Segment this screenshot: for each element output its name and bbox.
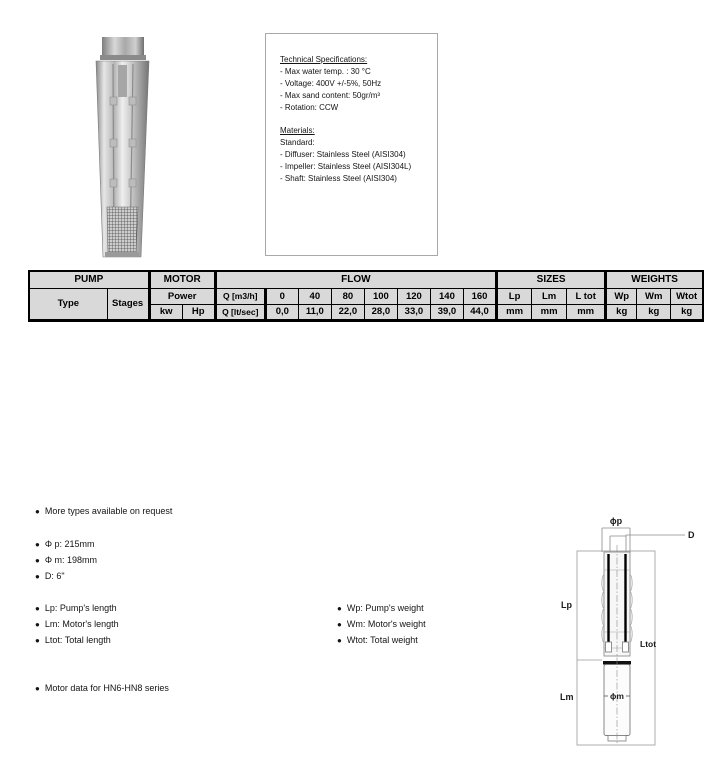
spec-line: - Voltage: 400V +/-5%, 50Hz <box>280 79 382 88</box>
note-phi-p: Φ p: 215mm <box>44 539 95 549</box>
materials-line: Standard: <box>280 138 315 147</box>
spec-line: - Max water temp. : 30 °C <box>280 67 371 76</box>
pump-top-cap <box>102 37 144 58</box>
col-header-power: Power <box>149 288 215 304</box>
note-lp: Lp: Pump's length <box>44 603 117 613</box>
flow-header: 120 <box>397 288 430 304</box>
flow-header: 140 <box>430 288 463 304</box>
group-header-motor: MOTOR <box>149 271 215 288</box>
flow-header: 100 <box>364 288 397 304</box>
diagram-label-lm: Lm <box>560 692 574 702</box>
group-header-pump: PUMP <box>29 271 149 288</box>
col-header-wm: Wm <box>637 288 671 304</box>
unit-header-kg: kg <box>671 304 703 320</box>
flow-header: 0 <box>265 288 298 304</box>
bullet-icon: ● <box>35 572 40 581</box>
bullet-icon: ● <box>35 507 40 516</box>
diagram-label-d: D <box>688 530 695 540</box>
unit-header-hp: Hp <box>182 304 215 320</box>
note-wtot: Wtot: Total weight <box>346 635 418 645</box>
col-header-type: Type <box>29 288 107 320</box>
col-header-ltot: L tot <box>567 288 606 304</box>
spec-box <box>265 33 438 256</box>
pump-photo <box>85 35 160 260</box>
materials-title: Materials: <box>280 126 315 135</box>
flow-unit: 22,0 <box>331 304 364 320</box>
flow-header: 80 <box>331 288 364 304</box>
col-header-lm: Lm <box>532 288 567 304</box>
flow-unit: 33,0 <box>397 304 430 320</box>
group-header-sizes: SIZES <box>497 271 606 288</box>
note-lm: Lm: Motor's length <box>44 619 119 629</box>
flow-unit: 28,0 <box>364 304 397 320</box>
col-header-stages: Stages <box>107 288 149 320</box>
note-lengths <box>35 600 119 648</box>
group-header-flow: FLOW <box>215 271 496 288</box>
note-motor-data: ● Motor data for HN6-HN8 series <box>35 683 169 693</box>
unit-header-kw: kw <box>149 304 182 320</box>
diagram-label-phi-m: ϕm <box>610 691 624 701</box>
dimension-diagram <box>545 498 706 772</box>
flow-unit: 44,0 <box>463 304 496 320</box>
note-d: D: 6" <box>44 571 65 581</box>
col-header-q-ltsec: Q [lt/sec] <box>215 304 265 320</box>
flow-header: 160 <box>463 288 496 304</box>
bullet-icon: ● <box>35 556 40 565</box>
note-wm: Wm: Motor's weight <box>346 619 426 629</box>
group-header-weights: WEIGHTS <box>606 271 703 288</box>
flow-unit: 0,0 <box>265 304 298 320</box>
note-wp: Wp: Pump's weight <box>346 603 424 613</box>
unit-header-mm: mm <box>497 304 532 320</box>
flow-unit: 11,0 <box>298 304 331 320</box>
flow-header: 40 <box>298 288 331 304</box>
col-header-wtot: Wtot <box>671 288 703 304</box>
bullet-icon: ● <box>337 604 342 613</box>
unit-header-kg: kg <box>637 304 671 320</box>
note-phi-m: Φ m: 198mm <box>44 555 98 565</box>
table-header <box>29 271 703 320</box>
spec-line: - Rotation: CCW <box>280 103 339 112</box>
bullet-icon: ● <box>35 540 40 549</box>
note-more-types: ● More types available on request <box>35 506 173 516</box>
bullet-icon: ● <box>35 604 40 613</box>
spec-line: - Max sand content: 50gr/m³ <box>280 91 381 100</box>
flow-unit: 39,0 <box>430 304 463 320</box>
diagram-label-ltot: Ltot <box>640 639 657 649</box>
col-header-wp: Wp <box>606 288 637 304</box>
bullet-icon: ● <box>35 620 40 629</box>
unit-header-mm: mm <box>567 304 606 320</box>
materials-line: - Shaft: Stainless Steel (AISI304) <box>280 174 397 183</box>
note-weights <box>337 600 426 648</box>
spec-title: Technical Specifications: <box>280 55 368 64</box>
bullet-icon: ● <box>35 636 40 645</box>
unit-header-mm: mm <box>532 304 567 320</box>
materials-line: - Impeller: Stainless Steel (AISI304L) <box>280 162 412 171</box>
note-dimensions <box>35 536 97 584</box>
col-header-q-m3h: Q [m3/h] <box>215 288 265 304</box>
diagram-label-lp: Lp <box>561 600 572 610</box>
bullet-icon: ● <box>337 636 342 645</box>
pump-data-table <box>28 270 704 322</box>
bullet-icon: ● <box>337 620 342 629</box>
bullet-icon: ● <box>35 684 40 693</box>
unit-header-kg: kg <box>606 304 637 320</box>
pump-intake-mesh <box>107 207 138 253</box>
note-ltot: Ltot: Total length <box>44 635 111 645</box>
col-header-lp: Lp <box>497 288 532 304</box>
materials-line: - Diffuser: Stainless Steel (AISI304) <box>280 150 406 159</box>
diagram-label-phi-p: ϕp <box>609 516 623 526</box>
